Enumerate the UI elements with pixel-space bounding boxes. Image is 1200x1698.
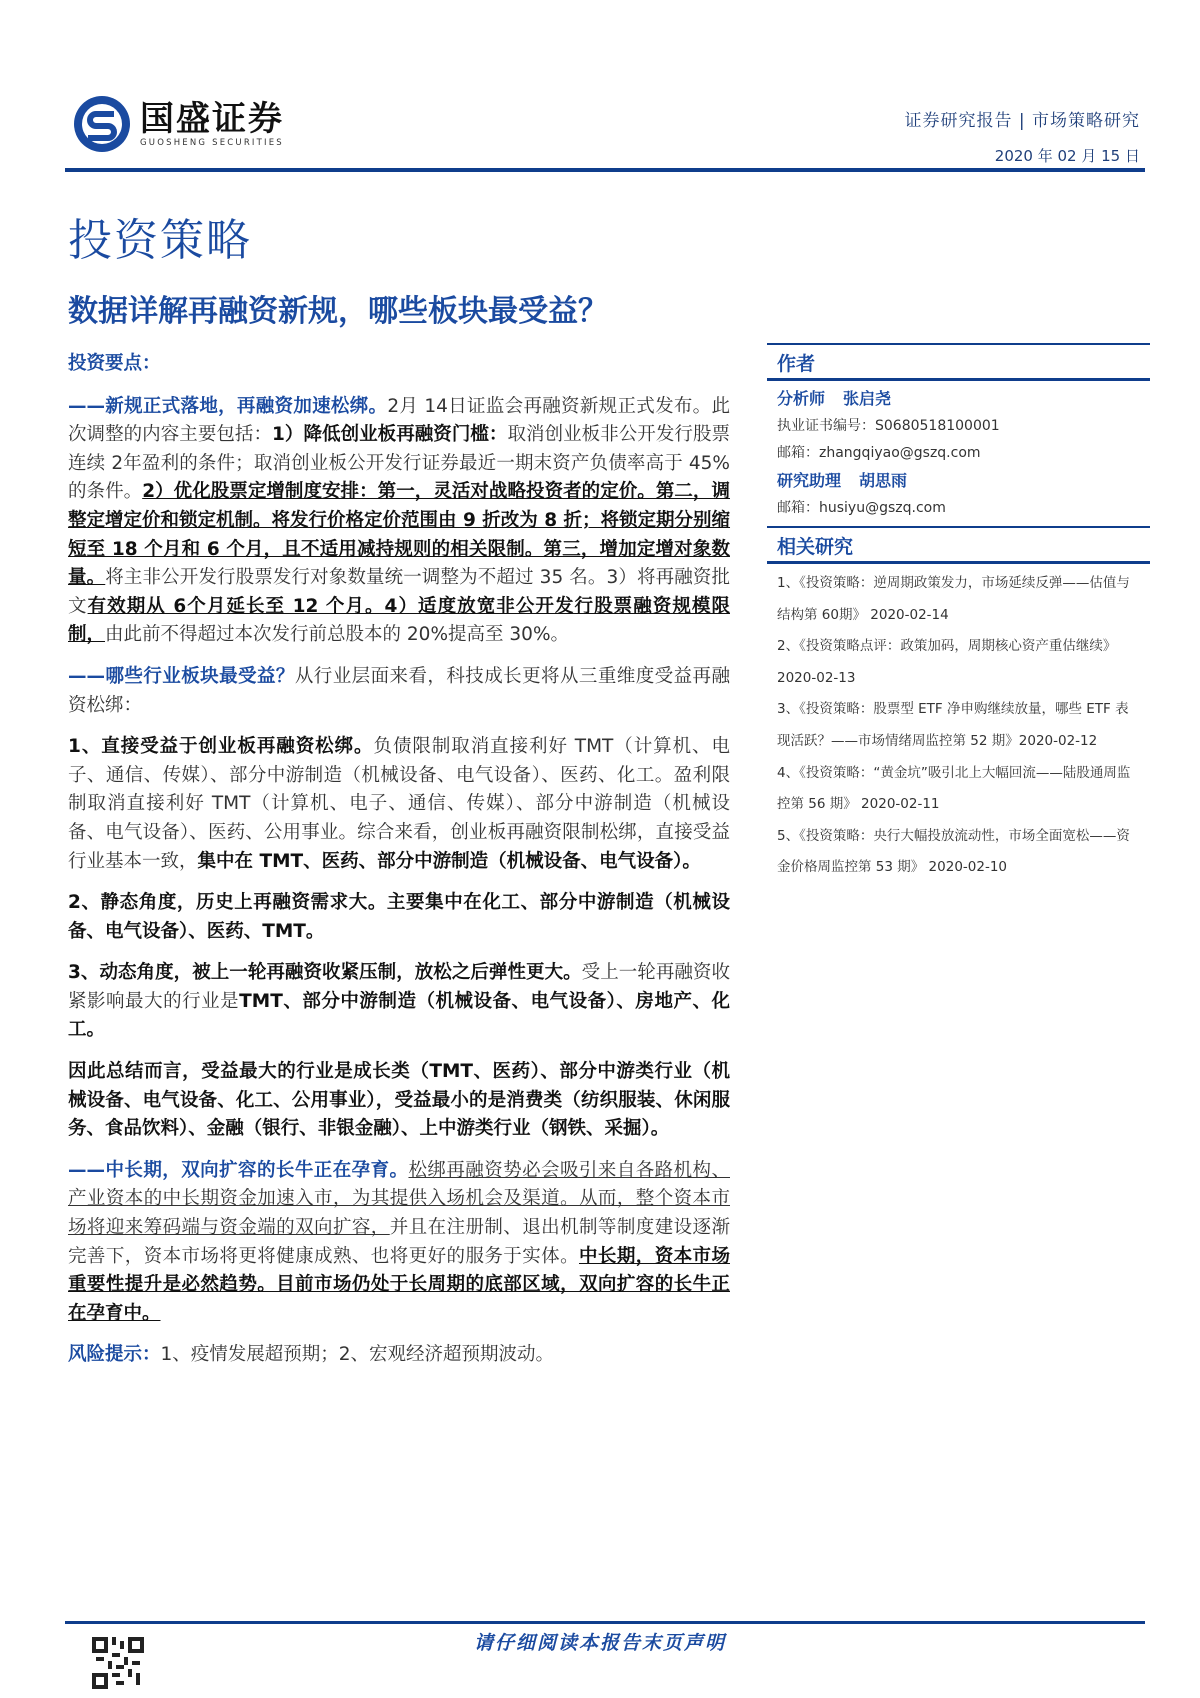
- report-category: 投资策略: [68, 215, 252, 266]
- divider: [767, 378, 1150, 381]
- related-item[interactable]: 5、《投资策略：央行大幅投放流动性，市场全面宽松——资金价格周监控第 53 期》 2020-02-10: [777, 827, 1130, 876]
- text: 取消创业板非公开发行股票连续 2年盈利的条件；取消创业板公开发行证券最近一期末资产负债率高于 45%的条件。: [68, 424, 730, 503]
- paragraph-point-1: [68, 733, 730, 876]
- section-lead: ——哪些行业板块最受益？: [68, 665, 295, 687]
- report-meta: [904, 106, 1140, 166]
- license-number: S0680518100001: [875, 418, 1000, 434]
- assistant-email-row: [767, 495, 1150, 522]
- report-type: 证券研究报告 | 市场策略研究: [904, 111, 1140, 131]
- license-row: [767, 413, 1150, 440]
- main-content: [68, 350, 730, 1383]
- paragraph-point-3: [68, 959, 730, 1045]
- bold-underlined-text: 2）优化股票定增制度安排：第一，灵活对战略投资者的定价。第二，调整定增定价和锁定机制。将发行价格定价范围由 9 折改为 8 折；将锁定期分别缩短至 18 个月和 6 个月，且不适用减持规则的相关限制。第三，增加定增对象数量。: [68, 481, 731, 589]
- analyst: [767, 385, 1150, 413]
- assistant-email-link[interactable]: husiyu@gszq.com: [819, 500, 946, 516]
- brand-name-en: GUOSHENG SECURITIES: [140, 138, 284, 148]
- analyst-email-link[interactable]: zhangqiyao@gszq.com: [819, 445, 981, 461]
- bold-text: 1）降低创业板再融资门槛：: [272, 424, 508, 446]
- underlined-text: 松绑再融资势必会吸引来自各路机构、产业资本的中长期资金加速入市，为其提供入场机会及渠道。从而，整个资本市场将迎来筹码端与资金端的双向扩容，: [68, 1159, 730, 1239]
- bold-text: TMT、部分中游制造（机械设备、电气设备）、房地产、化工。: [68, 990, 730, 1041]
- text: 1、疫情发展超预期；2、宏观经济超预期波动。: [160, 1344, 555, 1366]
- license-label: 执业证书编号：: [777, 418, 875, 434]
- qr-code-icon: [92, 1636, 144, 1690]
- analyst-email-row: [767, 440, 1150, 467]
- text: 将主非公开发行股票发行对象数量统一调整为不超过 35 名。3）将再融资批文: [68, 567, 730, 617]
- sidebar: [767, 343, 1150, 884]
- brand-logo: [72, 94, 284, 154]
- email-label: 邮箱：: [777, 445, 819, 461]
- text: 从行业层面来看，科技成长更将从三重维度受益再融资松绑：: [68, 665, 730, 716]
- section-lead: ——中长期，双向扩容的长牛正在孕育。: [68, 1159, 409, 1181]
- authors-heading: 作者: [777, 353, 816, 375]
- guosheng-logo-icon: [72, 94, 132, 154]
- related-list: [767, 564, 1150, 884]
- related-item[interactable]: 2、《投资策略点评：政策加码，周期核心资产重估继续》 2020-02-13: [777, 638, 1117, 686]
- footer-divider: [65, 1621, 1145, 1624]
- related-heading: 相关研究: [777, 536, 854, 558]
- analyst-name: 张启尧: [843, 389, 892, 408]
- bold-text: 1、直接受益于创业板再融资松绑。: [68, 736, 374, 758]
- brand-name-cn: 国盛证券: [140, 99, 284, 139]
- related-item[interactable]: 4、《投资策略：“黄金坑”吸引北上大幅回流——陆股通周监控第 56 期》 2020-02-11: [777, 764, 1131, 813]
- assistant-name: 胡思雨: [859, 471, 908, 490]
- paragraph-risk: [68, 1341, 730, 1370]
- risk-label: 风险提示：: [68, 1344, 161, 1366]
- bold-underlined-text: 中长期，资本市场重要性提升是必然趋势。目前市场仍处于长周期的底部区域，双向扩容的长牛正在孕育中。: [68, 1245, 730, 1324]
- bold-text: 集中在 TMT、医药、部分中游制造（机械设备、电气设备）。: [197, 850, 701, 872]
- assistant-role: 研究助理: [777, 471, 842, 490]
- email-label: 邮箱：: [777, 500, 819, 516]
- section-lead: ——新规正式落地，再融资加速松绑。: [68, 395, 388, 417]
- paragraph-long-term: [68, 1157, 730, 1329]
- report-title: 数据详解再融资新规，哪些板块最受益？: [68, 294, 608, 329]
- text: 负债限制取消直接利好 TMT（计算机、电子、通信、传媒）、部分中游制造（机械设备、电气设备）、医药、化工。盈利限制取消直接利好 TMT（计算机、电子、通信、传媒）、部分中游制造（机械设备、电气设备）、医药、公用事业。综合来看，创业板再融资限制松绑，直接受益行业基本一致，: [68, 736, 731, 872]
- footer-disclaimer: 请仔细阅读本报告末页声明: [473, 1632, 726, 1654]
- paragraph-point-2: [68, 889, 730, 946]
- paragraph-summary: [68, 1058, 730, 1144]
- related-item[interactable]: 1、《投资策略：逆周期政策发力，市场延续反弹——估值与结构第 60期》 2020-02-14: [777, 575, 1130, 623]
- text: 2月 14日证监会再融资新规正式发布。此次调整的内容主要包括：: [68, 395, 730, 446]
- paragraph-new-rules: [68, 393, 730, 650]
- bold-text: 2、静态角度，历史上再融资需求大。主要集中在化工、部分中游制造（机械设备、电气设备）、医药、TMT。: [68, 892, 730, 942]
- header-divider: [65, 168, 1145, 172]
- text: 受上一轮再融资收紧影响最大的行业是: [68, 962, 730, 1012]
- analyst-role: 分析师: [777, 389, 826, 408]
- key-points-label: 投资要点：: [68, 353, 161, 374]
- related-item[interactable]: 3、《投资策略：股票型 ETF 净申购继续放量，哪些 ETF 表现活跃？——市场情绪周监控第 52 期》2020-02-12: [777, 701, 1129, 749]
- bold-underlined-text: 有效期从 6个月延长至 12 个月。4）适度放宽非公开发行股票融资规模限制，: [68, 595, 730, 646]
- bold-text: 因此总结而言，受益最大的行业是成长类（TMT、医药）、部分中游类行业（机械设备、电气设备、化工、公用事业），受益最小的是消费类（纺织服装、休闲服务、食品饮料）、金融（银行、非银金融）、上中游类行业（钢铁、采掘）。: [68, 1061, 730, 1140]
- text: 由此前不得超过本次发行前总股本的 20%提高至 30%。: [105, 624, 570, 646]
- assistant: [767, 467, 1150, 495]
- text: 并且在注册制、退出机制等制度建设逐渐完善下，资本市场将更将健康成熟、也将更好的服务于实体。: [68, 1217, 730, 1267]
- bold-text: 3、动态角度，被上一轮再融资收紧压制，放松之后弹性更大。: [68, 962, 582, 984]
- paragraph-beneficiaries: [68, 663, 730, 720]
- report-date: 2020 年 02 月 15 日: [994, 147, 1140, 165]
